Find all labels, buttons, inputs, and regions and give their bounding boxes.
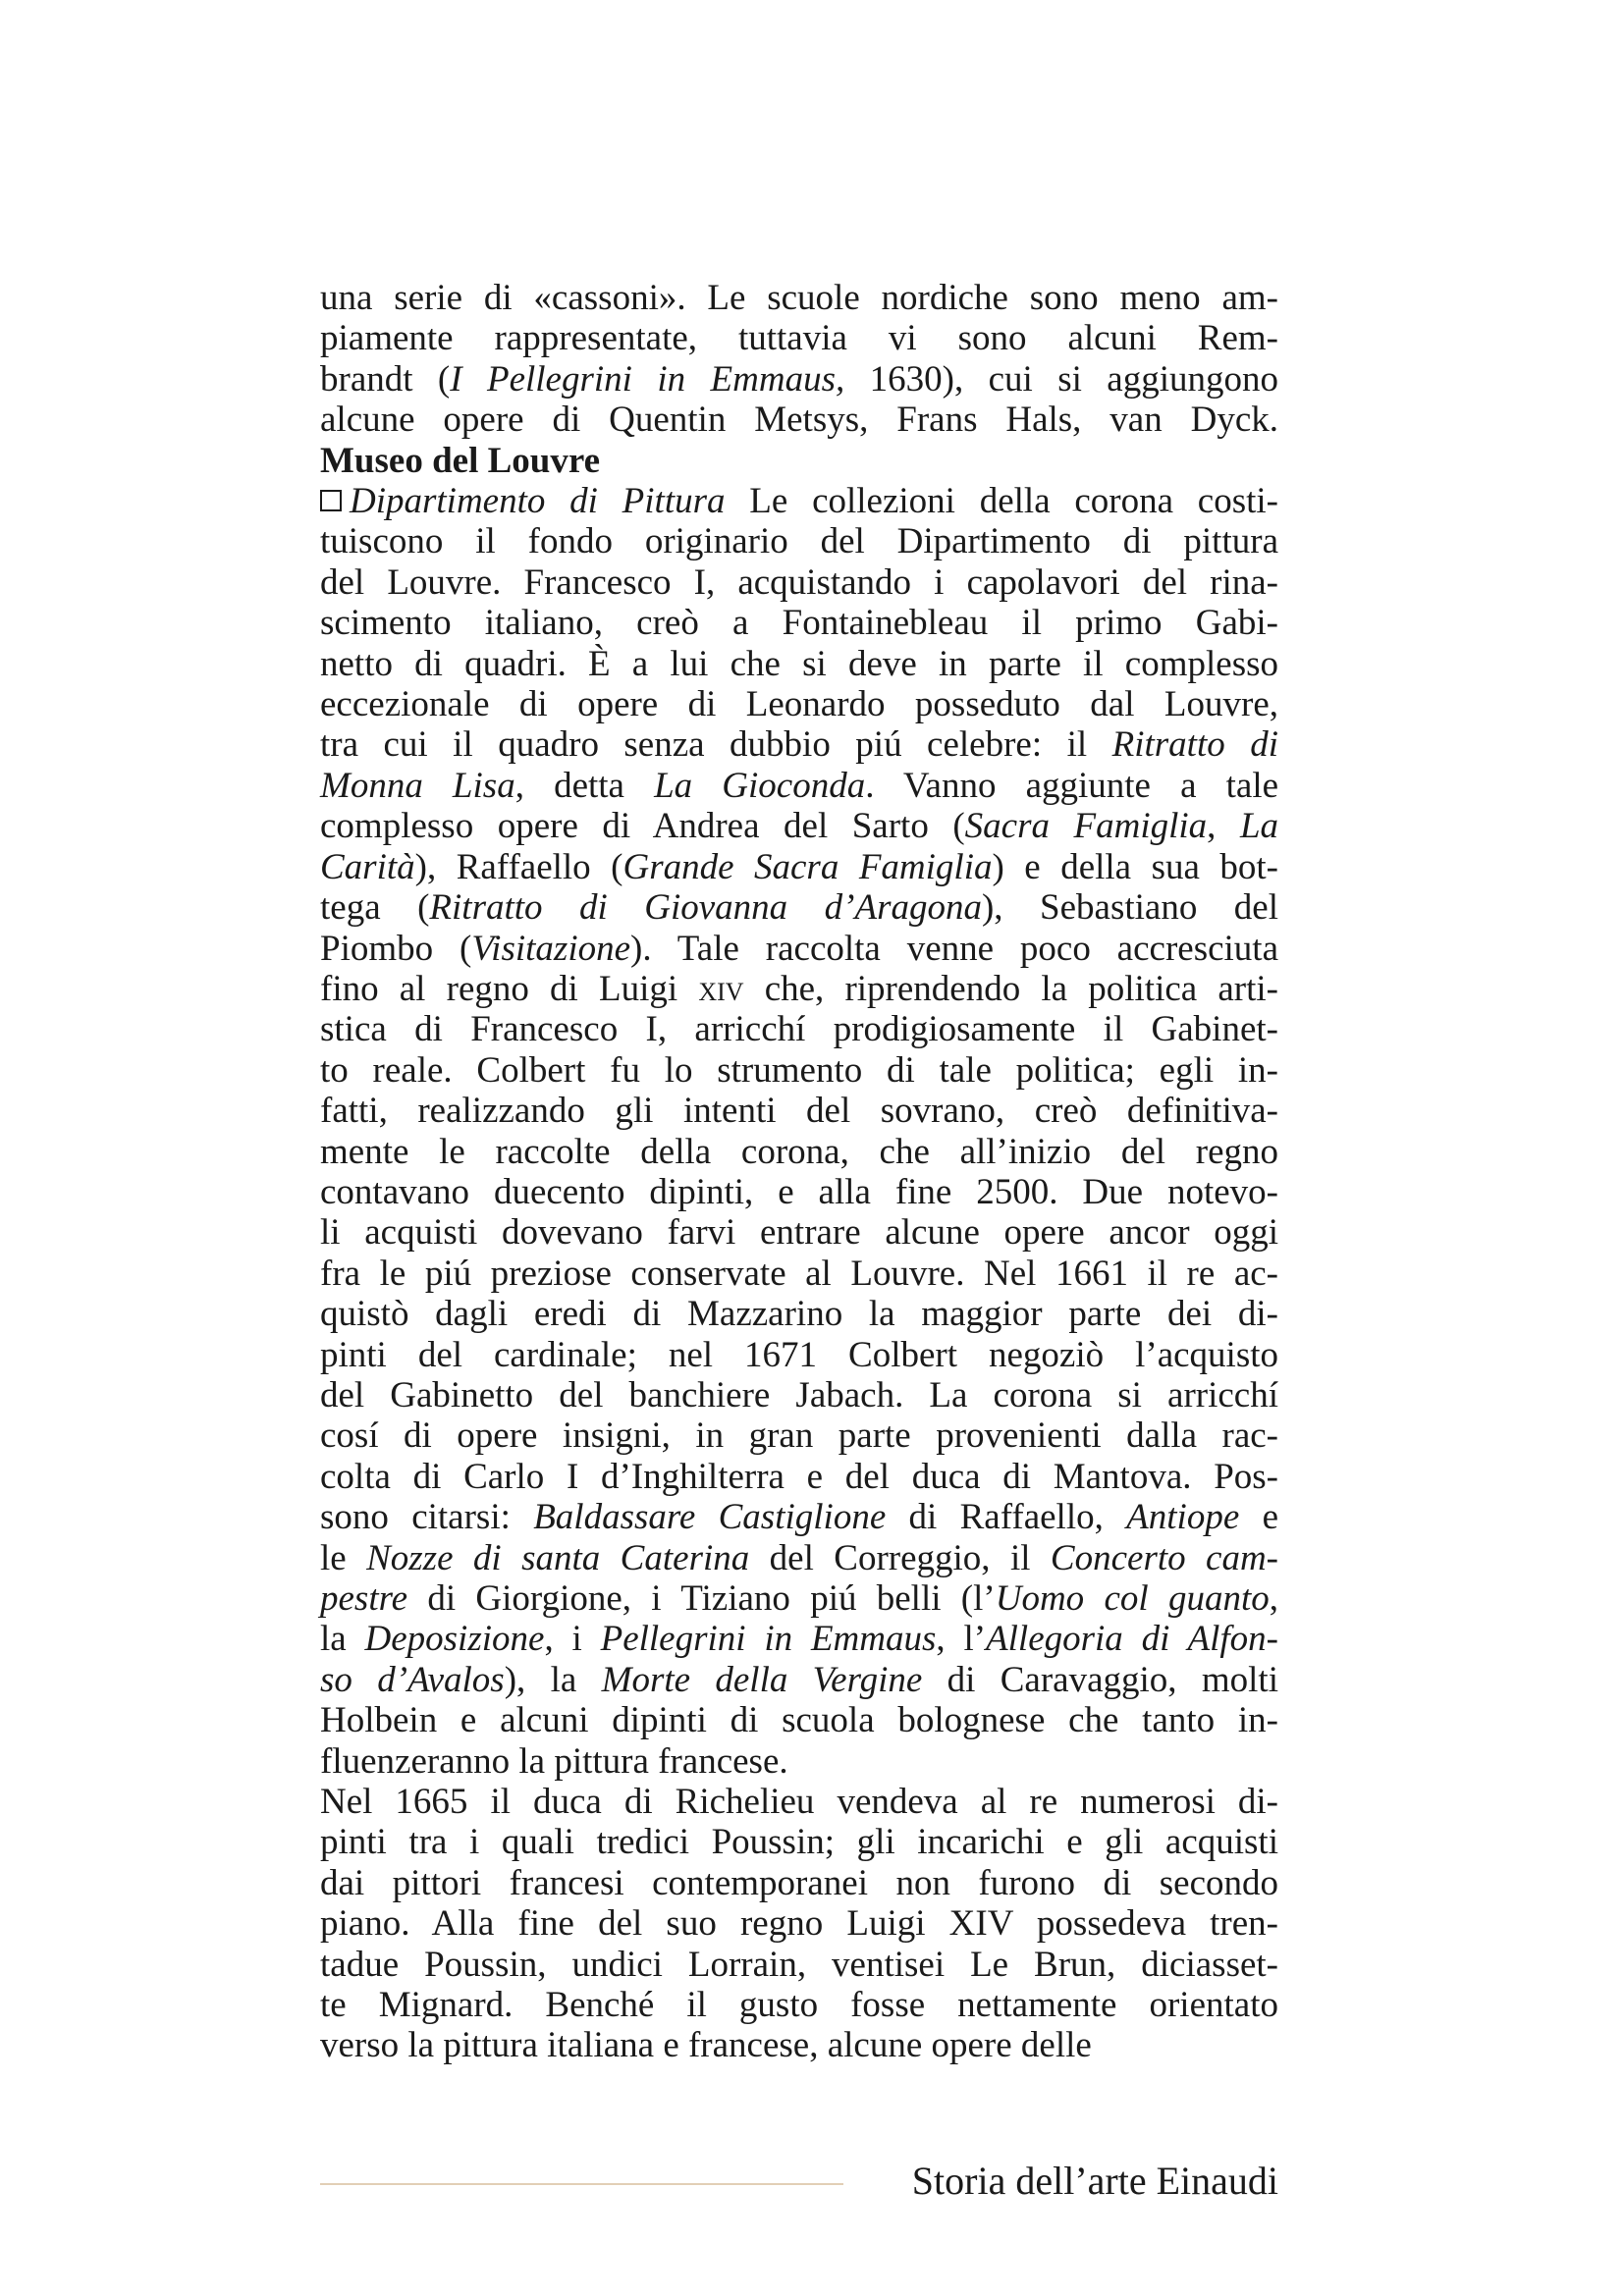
text-line (320, 441, 1278, 481)
text-line: colta di Carlo I d’Inghilterra e del duca di Mantova. Pos- (320, 1456, 1278, 1497)
text-line: tega (Ritratto di Giovanna d’Aragona), Sebastiano del (320, 887, 1278, 929)
text-line: pinti tra i quali tredici Poussin; gli incarichi e gli acquisti (320, 1822, 1278, 1863)
body-text (320, 278, 1278, 2066)
text-line: Piombo (Visitazione). Tale raccolta venne poco accresciuta (320, 928, 1278, 969)
text-line: li acquisti dovevano farvi entrare alcune opere ancor oggi (320, 1212, 1278, 1254)
text-line: fluenzeranno la pittura francese. (320, 1740, 788, 1782)
text-line: alcune opere di Quentin Metsys, Frans Hals, van Dyck. (320, 400, 1278, 441)
text-line: del Louvre. Francesco I, acquistando i capolavori del rina- (320, 561, 1278, 603)
text-line: pinti del cardinale; nel 1671 Colbert negoziò l’acquisto (320, 1334, 1278, 1375)
text-line: Holbein e alcuni dipinti di scuola bolognese che tanto in- (320, 1700, 1278, 1741)
text-line: tadue Poussin, undici Lorrain, ventisei Le Brun, diciasset- (320, 1944, 1278, 1985)
text-line: Dipartimento di Pittura Le collezioni della corona costi- (320, 481, 1278, 521)
text-line: complesso opere di Andrea del Sarto (Sacra Famiglia, La (320, 806, 1279, 847)
text-line: verso la pittura italiana e francese, alcune opere delle (320, 2025, 1092, 2066)
text-line: te Mignard. Benché il gusto fosse nettamente orientato (320, 1985, 1278, 2026)
text-line: netto di quadri. È a lui che si deve in parte il complesso (320, 643, 1278, 684)
text-line: fatti, realizzando gli intenti del sovrano, creò definitiva- (320, 1091, 1278, 1132)
text-line: quistò dagli eredi di Mazzarino la maggior parte dei di- (320, 1294, 1278, 1335)
section-heading: Museo del Louvre (320, 440, 601, 481)
text-line: tra cui il quadro senza dubbio piú celebre: il Ritratto di (320, 724, 1278, 766)
text-line: fra le piú preziose conservate al Louvre. Nel 1661 il re ac- (320, 1253, 1278, 1294)
text-line: brandt (I Pellegrini in Emmaus, 1630), cui si aggiungono (320, 358, 1278, 400)
footer-title: Storia dell’arte Einaudi (911, 2159, 1278, 2203)
text-line: eccezionale di opere di Leonardo posseduto dal Louvre, (320, 684, 1278, 725)
text-line: Carità), Raffaello (Grande Sacra Famiglia) e della sua bot- (320, 846, 1278, 887)
text-line: le Nozze di santa Caterina del Correggio, il Concerto cam- (320, 1537, 1278, 1578)
text-line: cosí di opere insigni, in gran parte provenienti dalla rac- (320, 1415, 1278, 1457)
text-line: piano. Alla fine del suo regno Luigi XIV possedeva tren- (320, 1903, 1278, 1945)
square-bullet-icon (320, 490, 342, 511)
text-line: sono citarsi: Baldassare Castiglione di Raffaello, Antiope e (320, 1497, 1278, 1538)
text-line: fino al regno di Luigi xiv che, riprendendo la politica arti- (320, 968, 1278, 1009)
text-line: so d’Avalos), la Morte della Vergine di Caravaggio, molti (320, 1659, 1278, 1700)
text-line: una serie di «cassoni». Le scuole nordiche sono meno am- (320, 278, 1278, 318)
text-line: pestre di Giorgione, i Tiziano piú belli (l’Uomo col guanto, (320, 1578, 1278, 1619)
text-line: contavano duecento dipinti, e alla fine 2500. Due notevo- (320, 1171, 1278, 1212)
text-line: dai pittori francesi contemporanei non furono di secondo (320, 1862, 1278, 1903)
text-line: Monna Lisa, detta La Gioconda. Vanno aggiunte a tale (320, 765, 1279, 806)
text-line: Nel 1665 il duca di Richelieu vendeva al re numerosi di- (320, 1782, 1278, 1823)
text-line: tuiscono il fondo originario del Dipartimento di pittura (320, 521, 1278, 562)
text-line: scimento italiano, creò a Fontainebleau il primo Gabi- (320, 603, 1278, 644)
text-line: del Gabinetto del banchiere Jabach. La corona si arricchí (320, 1374, 1278, 1415)
text-line: to reale. Colbert fu lo strumento di tale politica; egli in- (320, 1049, 1278, 1091)
text-line: stica di Francesco I, arricchí prodigiosamente il Gabinet- (320, 1009, 1278, 1050)
footer-rule (320, 2183, 843, 2185)
text-line: mente le raccolte della corona, che all’inizio del regno (320, 1131, 1278, 1172)
text-line: piamente rappresentate, tuttavia vi sono alcuni Rem- (320, 318, 1278, 359)
text-line: la Deposizione, i Pellegrini in Emmaus, l’Allegoria di Alfon- (320, 1619, 1279, 1660)
